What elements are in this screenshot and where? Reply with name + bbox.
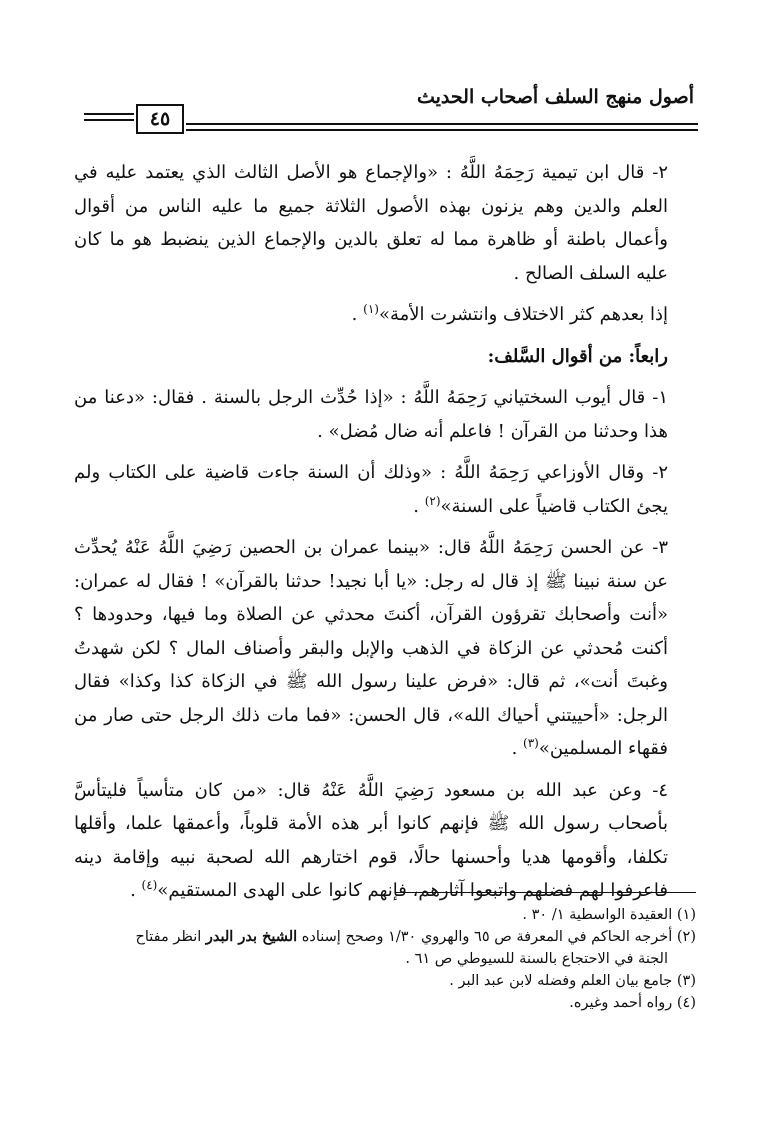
footnote-ref-3[interactable]: (٣) bbox=[523, 736, 539, 750]
header-rule-right-bottom bbox=[186, 129, 698, 131]
paragraph-ibn-masud bbox=[74, 774, 696, 908]
paragraph-ayyub bbox=[74, 381, 696, 448]
paragraph-end: . bbox=[130, 880, 142, 901]
footnote-ref-4[interactable]: (٤) bbox=[141, 878, 158, 892]
header-rule-right-top bbox=[186, 123, 698, 125]
paragraph-ibn-taymiyyah bbox=[74, 156, 696, 290]
footnote-text: انظر مفتاح bbox=[135, 929, 206, 945]
footnote-1: (١) العقيدة الواسطية ١/ ٣٠ . bbox=[522, 907, 696, 923]
paragraph-line: ٣- عن الحسن رَحِمَهُ اللَّهُ قال: «بينما عمران بن الحصين رَضِيَ اللَّهُ عَنْهُ يُحدِّث عن سنة نبينا bbox=[74, 537, 668, 592]
footnotes bbox=[74, 904, 696, 1014]
paragraph-awzai bbox=[74, 456, 696, 523]
paragraph-line: الله ﷺ فإنهم كانوا أبر هذه الأمة قلوباً، وأعمقها علما، وأقلها تكلفا، وأقومها هديا bbox=[74, 813, 668, 868]
running-title: أصول منهج السلف أصحاب الحديث bbox=[416, 86, 694, 108]
footnote-ref-2[interactable]: (٢) bbox=[424, 493, 441, 508]
footnote-4: (٤) رواه أحمد وغيره. bbox=[569, 995, 696, 1011]
paragraph-end: . bbox=[413, 495, 425, 517]
header-rule-left-top bbox=[84, 113, 134, 115]
main-text bbox=[74, 156, 696, 916]
paragraph-line: ٤- وعن عبد الله بن مسعود رَضِيَ اللَّهُ عَنْهُ قال: «من كان متأسياً فليتأسَّ بأصحاب رسول bbox=[74, 779, 669, 834]
paragraph-end: . bbox=[351, 304, 364, 325]
paragraph-line: قال: «فرض علينا رسول الله ﷺ في الزكاة كذا وكذا» فقال الرجل: «أحييتني bbox=[74, 671, 668, 726]
footnote-2-continued: الجنة في الاحتجاع بالسنة للسيوطي ص ٦١ . bbox=[405, 951, 668, 967]
paragraph-hasan bbox=[74, 531, 696, 766]
section-heading: رابعاً: من أقوال السَّلف: bbox=[487, 345, 668, 367]
header-rule-left-bottom bbox=[84, 119, 134, 121]
paragraph-line: أحياك الله»، قال الحسن: «فما مات ذلك الرجل حتى صار من فقهاء المسلمين» bbox=[74, 704, 668, 759]
footnote-3: (٣) جامع بيان العلم وفضله لابن عبد البر . bbox=[449, 973, 696, 989]
paragraph-line: تقرؤون القرآن، أكنتَ محدثي عن الصلاة وما فيها، وحدودها ؟ أكنت مُحدثي عن bbox=[74, 604, 668, 659]
paragraph-line: والدين وهم يزنون بهذه الأصول الثلاثة جميع ما عليه الناس من أقوال وأعمال باطنة أو bbox=[74, 195, 668, 250]
footnote-separator bbox=[396, 892, 696, 893]
paragraph-end: . bbox=[511, 738, 524, 759]
footnote-text: (٢) أخرجه الحاكم في المعرفة ص ٦٥ والهروي ١/٣٠ وصحح إسناده bbox=[297, 929, 696, 945]
footnote-2 bbox=[74, 926, 696, 948]
paragraph-line: ﷺ إذ قال له رجل: «يا أبا نجيد! حدثنا بالقرآن» ! فقال له عمران: «أنت وأصحابك bbox=[74, 570, 668, 625]
page-number: ٤٥ bbox=[136, 104, 184, 134]
paragraph-line: ٢- وقال الأوزاعي رَحِمَهُ اللَّهُ : «وذلك أن السنة جاءت قاضية على الكتاب ولم يجئ bbox=[74, 462, 668, 517]
paragraph-line: ظاهرة مما له تعلق بالدين والإجماع الذين ينضبط هو ما كان عليه السلف الصالح . bbox=[74, 229, 668, 284]
paragraph-line: وأحسنها حالًا، قوم اختارهم الله لصحبة نبيه وإقامة دينه فاعرفوا لهم فضلهم واتبعوا bbox=[74, 846, 668, 901]
paragraph-line: ٢- قال ابن تيمية رَحِمَهُ اللَّهُ : «والإجماع هو الأصل الثالث الذي يعتمد عليه في العلم bbox=[74, 162, 668, 217]
paragraph-line: آثارهم، فإنهم كانوا على الهدى المستقيم» bbox=[157, 880, 465, 901]
footnote-ref-1[interactable]: (١) bbox=[363, 302, 379, 316]
paragraph-ibn-taymiyyah-cont bbox=[74, 298, 696, 332]
paragraph-line: الزكاة في الذهب والإبل والبقر وأصناف المال ؟ لكن شهدتُ وغبتَ أنت»، ثم bbox=[74, 637, 668, 692]
paragraph-line: ١- قال أيوب السختياني رَحِمَهُ اللَّهُ : «إذا حُدِّث الرجل بالسنة . فقال: «دعنا من هذا bbox=[74, 387, 668, 442]
paragraph-line: وحدثنا من القرآن ! فاعلم أنه ضال مُضل» . bbox=[317, 420, 639, 442]
paragraph-line: الكتاب قاضياً على السنة» bbox=[440, 495, 631, 517]
paragraph-line: إذا بعدهم كثر الاختلاف وانتشرت الأمة» bbox=[378, 304, 668, 325]
footnote-emphasis: الشيخ بدر البدر bbox=[205, 928, 298, 945]
